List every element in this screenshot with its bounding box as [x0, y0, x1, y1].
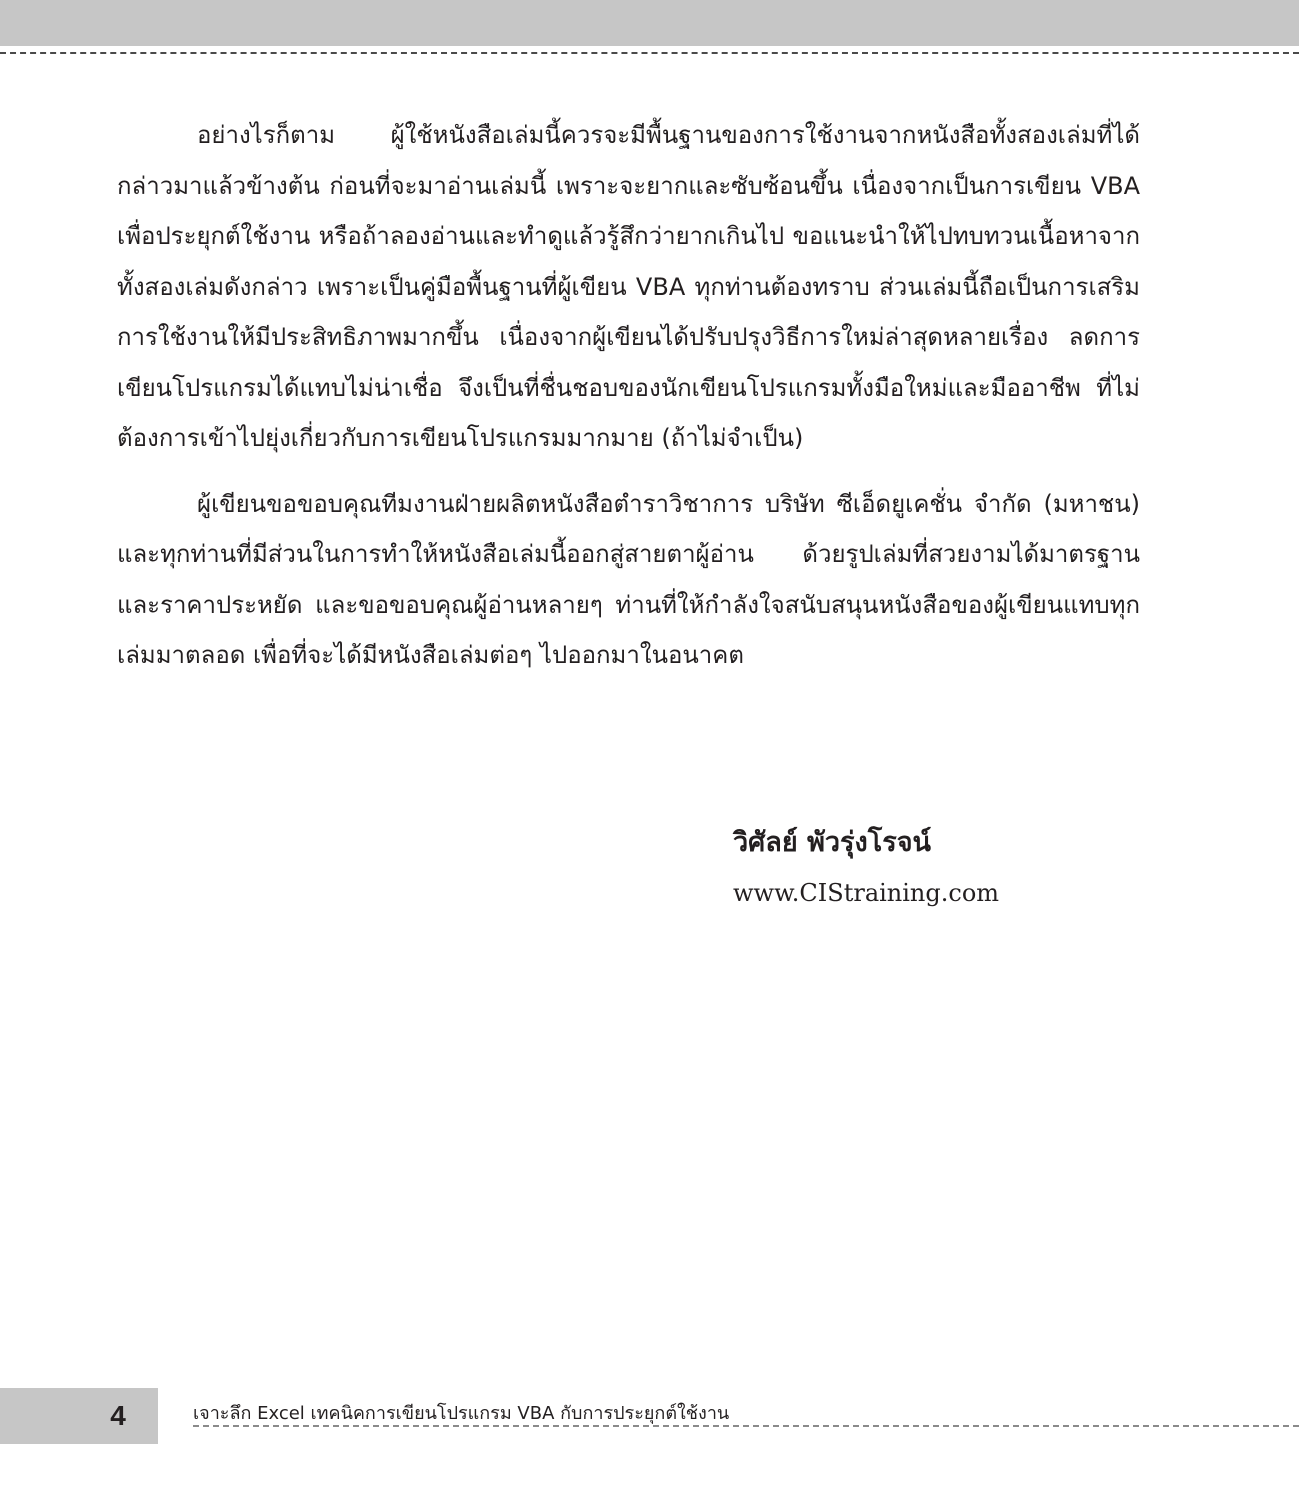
author-website: www.CIStraining.com	[733, 879, 1000, 907]
running-footer-title: เจาะลึก Excel เทคนิคการเขียนโปรแกรม VBA กับการประยุกต์ใช้งาน	[193, 1403, 730, 1424]
body-text	[117, 110, 1140, 681]
header-band	[0, 0, 1299, 46]
footer-dashed-rule	[193, 1425, 1299, 1427]
page-number: 4	[110, 1400, 126, 1431]
page-number-box	[0, 1388, 158, 1444]
paragraph-acknowledgements: ผู้เขียนขอขอบคุณทีมงานฝ่ายผลิตหนังสือตำราวิชาการ บริษัท ซีเอ็ดยูเคชั่น จำกัด (มหาชน) และทุกท่านที่มีส่วนในการทำให้หนังสือเล่มนี้ออกสู่สายตาผู้อ่าน ด้วยรูปเล่มที่สวยงามได้มาตรฐาน และราคาประหยัด และขอขอบคุณผู้อ่านหลายๆ ท่านที่ให้กำลังใจสนับสนุนหนังสือของผู้เขียนแทบทุกเล่มมาตลอด เพื่อที่จะได้มีหนังสือเล่มต่อๆ ไปออกมาในอนาคต	[117, 489, 1140, 669]
paragraph-prerequisites: อย่างไรก็ตาม ผู้ใช้หนังสือเล่มนี้ควรจะมีพื้นฐานของการใช้งานจากหนังสือทั้งสองเล่มที่ได้กล่าวมาแล้วข้างต้น ก่อนที่จะมาอ่านเล่มนี้ เพราะจะยากและซับซ้อนขึ้น เนื่องจากเป็นการเขียน VBA เพื่อประยุกต์ใช้งาน หรือถ้าลองอ่านและทำดูแล้วรู้สึกว่ายากเกินไป ขอแนะนำให้ไปทบทวนเนื้อหาจากทั้งสองเล่มดังกล่าว เพราะเป็นคู่มือพื้นฐานที่ผู้เขียน VBA ทุกท่านต้องทราบ ส่วนเล่มนี้ถือเป็นการเสริมการใช้งานให้มีประสิทธิภาพมากขึ้น เนื่องจากผู้เขียนได้ปรับปรุงวิธีการใหม่ล่าสุดหลายเรื่อง ลดการเขียนโปรแกรมได้แทบไม่น่าเชื่อ จึงเป็นที่ชื่นชอบของนักเขียนโปรแกรมทั้งมือใหม่และมืออาชีพ ที่ไม่ต้องการเข้าไปยุ่งเกี่ยวกับการเขียนโปรแกรมมากมาย (ถ้าไม่จำเป็น)	[117, 121, 1140, 452]
author-name: วิศัลย์ พัวรุ่งโรจน์	[733, 827, 931, 858]
header-dashed-rule	[0, 52, 1299, 54]
signature-block	[733, 820, 1253, 916]
